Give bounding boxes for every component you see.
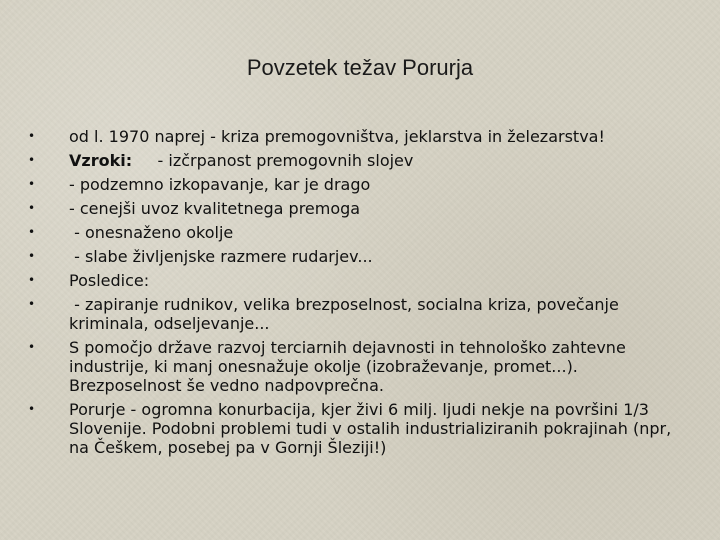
bullet-text: - cenejši uvoz kvalitetnega premoga bbox=[69, 199, 361, 218]
bullet-dot-icon: • bbox=[28, 129, 36, 143]
slide-title: Povzetek težav Porurja bbox=[246, 55, 474, 80]
bullet-dot-icon: • bbox=[28, 340, 36, 354]
bullet-dot-icon: • bbox=[28, 273, 36, 287]
bullet-text: - izčrpanost premogovnih slojev bbox=[137, 151, 414, 170]
bullet-item bbox=[25, 223, 690, 242]
bullet-label-strong: Vzroki: bbox=[69, 151, 133, 170]
bullet-text: od l. 1970 naprej - kriza premogovništva, jeklarstva in železarstva! bbox=[69, 127, 605, 146]
bullet-item bbox=[25, 151, 690, 170]
bullet-item bbox=[25, 247, 690, 266]
bullet-text: - slabe življenjske razmere rudarjev... bbox=[69, 247, 373, 266]
bullet-list bbox=[25, 127, 690, 457]
bullet-dot-icon: • bbox=[28, 225, 36, 239]
bullet-item bbox=[25, 175, 690, 194]
bullet-item bbox=[25, 338, 690, 395]
bullet-dot-icon: • bbox=[28, 297, 36, 311]
bullet-dot-icon: • bbox=[28, 177, 36, 191]
bullet-text: - zapiranje rudnikov, velika brezposelnost, socialna kriza, povečanje kriminala, odseljevanje... bbox=[69, 295, 624, 333]
bullet-dot-icon: • bbox=[28, 249, 36, 263]
bullet-dot-icon: • bbox=[28, 402, 36, 416]
bullet-item bbox=[25, 400, 690, 457]
bullet-text: - podzemno izkopavanje, kar je drago bbox=[69, 175, 371, 194]
bullet-dot-icon: • bbox=[28, 153, 36, 167]
bullet-item bbox=[25, 127, 690, 146]
bullet-item bbox=[25, 199, 690, 218]
bullet-text: S pomočjo države razvoj terciarnih dejavnosti in tehnološko zahtevne industrije, ki manj onesnažuje okolje (izobraževanje, promet...). Brezposelnost še vedno nadpovprečna. bbox=[69, 338, 626, 395]
bullet-text: Porurje - ogromna konurbacija, kjer živi 6 milj. ljudi nekje na površini 1/3 Slovenije. Podobni problemi tudi v ostalih industrializiranih pokrajinah (npr, na Češkem, posebej pa v Gornji Šleziji!) bbox=[69, 400, 672, 457]
bullet-item bbox=[25, 271, 690, 290]
bullet-item bbox=[25, 295, 690, 333]
bullet-text: - onesnaženo okolje bbox=[69, 223, 234, 242]
bullet-text: Posledice: bbox=[69, 271, 150, 290]
bullet-dot-icon: • bbox=[28, 201, 36, 215]
